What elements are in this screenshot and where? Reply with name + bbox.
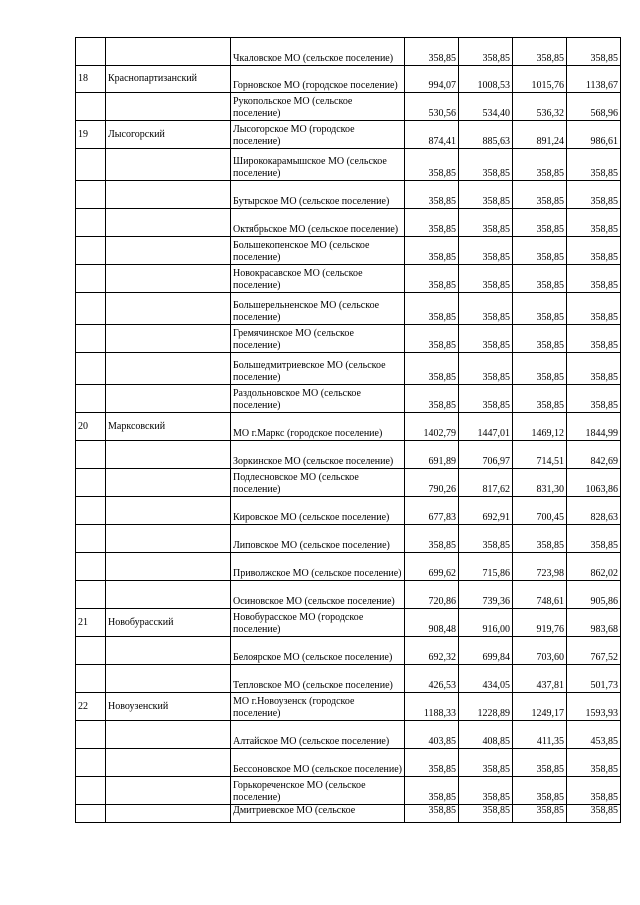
value-cell: 1593,93 xyxy=(567,693,621,721)
district-name xyxy=(106,325,231,353)
value-cell: 358,85 xyxy=(405,385,459,413)
value-cell: 568,96 xyxy=(567,93,621,121)
value-cell: 408,85 xyxy=(459,721,513,749)
value-cell: 358,85 xyxy=(459,325,513,353)
row-number xyxy=(76,553,106,581)
value-cell: 358,85 xyxy=(513,149,567,181)
table-row xyxy=(76,721,621,749)
district-name xyxy=(106,181,231,209)
municipality-name: Чкаловское МО (сельское поселение) xyxy=(231,38,405,66)
district-name xyxy=(106,38,231,66)
row-number: 21 xyxy=(76,609,106,637)
row-number xyxy=(76,665,106,693)
district-name xyxy=(106,209,231,237)
row-number xyxy=(76,637,106,665)
value-cell: 986,61 xyxy=(567,121,621,149)
municipality-name: Зоркинское МО (сельское поселение) xyxy=(231,441,405,469)
value-cell: 358,85 xyxy=(459,353,513,385)
value-cell: 358,85 xyxy=(567,293,621,325)
value-cell: 358,85 xyxy=(513,209,567,237)
value-cell: 358,85 xyxy=(567,525,621,553)
table-row xyxy=(76,385,621,413)
value-cell: 358,85 xyxy=(513,181,567,209)
value-cell: 358,85 xyxy=(405,325,459,353)
row-number xyxy=(76,777,106,805)
table-row xyxy=(76,525,621,553)
value-cell: 358,85 xyxy=(513,749,567,777)
value-cell: 358,85 xyxy=(459,38,513,66)
value-cell: 767,52 xyxy=(567,637,621,665)
row-number xyxy=(76,325,106,353)
row-number xyxy=(76,525,106,553)
value-cell: 891,24 xyxy=(513,121,567,149)
value-cell: 828,63 xyxy=(567,497,621,525)
value-cell: 1138,67 xyxy=(567,66,621,93)
value-cell: 1844,99 xyxy=(567,413,621,441)
value-cell: 358,85 xyxy=(567,749,621,777)
table-row xyxy=(76,553,621,581)
district-name xyxy=(106,749,231,777)
value-cell: 358,85 xyxy=(405,237,459,265)
value-cell: 817,62 xyxy=(459,469,513,497)
municipality-name: Октябрьское МО (сельское поселение) xyxy=(231,209,405,237)
municipality-name: Горновское МО (городское поселение) xyxy=(231,66,405,93)
row-number xyxy=(76,265,106,293)
value-cell: 723,98 xyxy=(513,553,567,581)
value-cell: 358,85 xyxy=(459,149,513,181)
district-name xyxy=(106,497,231,525)
value-cell: 919,76 xyxy=(513,609,567,637)
value-cell: 358,85 xyxy=(405,353,459,385)
value-cell: 358,85 xyxy=(405,805,459,823)
district-name xyxy=(106,353,231,385)
value-cell: 437,81 xyxy=(513,665,567,693)
municipality-name: Горькореченское МО (сельское поселение) xyxy=(231,777,405,805)
table-row xyxy=(76,38,621,66)
row-number: 20 xyxy=(76,413,106,441)
row-number xyxy=(76,149,106,181)
district-name xyxy=(106,525,231,553)
value-cell: 831,30 xyxy=(513,469,567,497)
district-name xyxy=(106,777,231,805)
value-cell: 358,85 xyxy=(459,525,513,553)
value-cell: 358,85 xyxy=(405,149,459,181)
district-name xyxy=(106,469,231,497)
value-cell: 1188,33 xyxy=(405,693,459,721)
municipality-name: Алтайское МО (сельское поселение) xyxy=(231,721,405,749)
municipality-name: Гремячинское МО (сельское поселение) xyxy=(231,325,405,353)
value-cell: 358,85 xyxy=(513,293,567,325)
table-row xyxy=(76,237,621,265)
value-cell: 434,05 xyxy=(459,665,513,693)
table-row xyxy=(76,609,621,637)
value-cell: 358,85 xyxy=(513,325,567,353)
value-cell: 715,86 xyxy=(459,553,513,581)
value-cell: 699,62 xyxy=(405,553,459,581)
row-number xyxy=(76,385,106,413)
row-number xyxy=(76,181,106,209)
value-cell: 358,85 xyxy=(513,805,567,823)
value-cell: 358,85 xyxy=(459,385,513,413)
table-body xyxy=(76,38,621,823)
district-name xyxy=(106,581,231,609)
municipality-name: Большерельненское МО (сельское поселение) xyxy=(231,293,405,325)
value-cell: 916,00 xyxy=(459,609,513,637)
district-name xyxy=(106,149,231,181)
municipality-name: Большедмитриевское МО (сельское поселение) xyxy=(231,353,405,385)
value-cell: 358,85 xyxy=(513,385,567,413)
value-cell: 358,85 xyxy=(567,353,621,385)
value-cell: 862,02 xyxy=(567,553,621,581)
row-number xyxy=(76,581,106,609)
municipality-name: Лысогорское МО (городское поселение) xyxy=(231,121,405,149)
municipality-name: Дмитриевское МО (сельское xyxy=(231,805,405,823)
value-cell: 358,85 xyxy=(567,181,621,209)
municipality-name: Новокрасавское МО (сельское поселение) xyxy=(231,265,405,293)
municipality-name: Тепловское МО (сельское поселение) xyxy=(231,665,405,693)
value-cell: 908,48 xyxy=(405,609,459,637)
district-name xyxy=(106,665,231,693)
municipality-name: Большекопенское МО (сельское поселение) xyxy=(231,237,405,265)
municipality-name: Кировское МО (сельское поселение) xyxy=(231,497,405,525)
value-cell: 358,85 xyxy=(567,325,621,353)
municipality-name: МО г.Новоузенск (городское поселение) xyxy=(231,693,405,721)
value-cell: 842,69 xyxy=(567,441,621,469)
value-cell: 700,45 xyxy=(513,497,567,525)
district-name: Краснопартизанский xyxy=(106,66,231,93)
value-cell: 790,26 xyxy=(405,469,459,497)
table-row xyxy=(76,805,621,823)
value-cell: 1447,01 xyxy=(459,413,513,441)
row-number xyxy=(76,805,106,823)
value-cell: 706,97 xyxy=(459,441,513,469)
district-name: Лысогорский xyxy=(106,121,231,149)
value-cell: 692,91 xyxy=(459,497,513,525)
value-cell: 358,85 xyxy=(459,265,513,293)
value-cell: 358,85 xyxy=(459,777,513,805)
value-cell: 358,85 xyxy=(567,777,621,805)
value-cell: 358,85 xyxy=(405,181,459,209)
municipality-name: Приволжское МО (сельское поселение) xyxy=(231,553,405,581)
row-number xyxy=(76,469,106,497)
district-name: Новоузенский xyxy=(106,693,231,721)
table-row xyxy=(76,497,621,525)
row-number xyxy=(76,293,106,325)
municipality-name: Подлесновское МО (сельское поселение) xyxy=(231,469,405,497)
value-cell: 358,85 xyxy=(459,209,513,237)
value-cell: 358,85 xyxy=(567,805,621,823)
value-cell: 1015,76 xyxy=(513,66,567,93)
value-cell: 403,85 xyxy=(405,721,459,749)
table-row xyxy=(76,265,621,293)
municipality-name: Белоярское МО (сельское поселение) xyxy=(231,637,405,665)
table-row xyxy=(76,149,621,181)
district-name xyxy=(106,721,231,749)
municipality-name: МО г.Маркс (городское поселение) xyxy=(231,413,405,441)
value-cell: 714,51 xyxy=(513,441,567,469)
value-cell: 691,89 xyxy=(405,441,459,469)
table-row xyxy=(76,66,621,93)
value-cell: 358,85 xyxy=(405,38,459,66)
row-number xyxy=(76,93,106,121)
value-cell: 358,85 xyxy=(513,353,567,385)
value-cell: 358,85 xyxy=(567,209,621,237)
value-cell: 358,85 xyxy=(405,265,459,293)
table-row xyxy=(76,441,621,469)
table-row xyxy=(76,181,621,209)
value-cell: 748,61 xyxy=(513,581,567,609)
value-cell: 358,85 xyxy=(459,805,513,823)
value-cell: 358,85 xyxy=(513,237,567,265)
district-name xyxy=(106,93,231,121)
municipality-name: Раздольновское МО (сельское поселение) xyxy=(231,385,405,413)
value-cell: 358,85 xyxy=(405,209,459,237)
district-name xyxy=(106,293,231,325)
value-cell: 358,85 xyxy=(405,749,459,777)
value-cell: 358,85 xyxy=(567,149,621,181)
table-row xyxy=(76,121,621,149)
district-name: Новобурасский xyxy=(106,609,231,637)
value-cell: 534,40 xyxy=(459,93,513,121)
table-row xyxy=(76,665,621,693)
value-cell: 358,85 xyxy=(513,38,567,66)
row-number xyxy=(76,721,106,749)
value-cell: 1063,86 xyxy=(567,469,621,497)
district-name xyxy=(106,805,231,823)
value-cell: 358,85 xyxy=(567,265,621,293)
value-cell: 699,84 xyxy=(459,637,513,665)
value-cell: 358,85 xyxy=(459,181,513,209)
tariff-table xyxy=(75,37,621,823)
table-row xyxy=(76,637,621,665)
table-row xyxy=(76,325,621,353)
value-cell: 885,63 xyxy=(459,121,513,149)
value-cell: 411,35 xyxy=(513,721,567,749)
district-name: Марксовский xyxy=(106,413,231,441)
value-cell: 358,85 xyxy=(405,525,459,553)
table-row xyxy=(76,581,621,609)
value-cell: 905,86 xyxy=(567,581,621,609)
table-row xyxy=(76,293,621,325)
table-row xyxy=(76,209,621,237)
district-name xyxy=(106,265,231,293)
value-cell: 358,85 xyxy=(405,293,459,325)
value-cell: 358,85 xyxy=(567,237,621,265)
table-row xyxy=(76,469,621,497)
district-name xyxy=(106,553,231,581)
value-cell: 983,68 xyxy=(567,609,621,637)
value-cell: 1228,89 xyxy=(459,693,513,721)
row-number: 19 xyxy=(76,121,106,149)
row-number xyxy=(76,749,106,777)
value-cell: 358,85 xyxy=(513,777,567,805)
row-number xyxy=(76,441,106,469)
municipality-name: Бутырское МО (сельское поселение) xyxy=(231,181,405,209)
district-name xyxy=(106,237,231,265)
municipality-name: Липовское МО (сельское поселение) xyxy=(231,525,405,553)
value-cell: 358,85 xyxy=(459,237,513,265)
value-cell: 501,73 xyxy=(567,665,621,693)
table-row xyxy=(76,93,621,121)
municipality-name: Бессоновское МО (сельское поселение) xyxy=(231,749,405,777)
row-number xyxy=(76,38,106,66)
municipality-name: Новобурасское МО (городское поселение) xyxy=(231,609,405,637)
value-cell: 692,32 xyxy=(405,637,459,665)
table-row xyxy=(76,693,621,721)
value-cell: 1469,12 xyxy=(513,413,567,441)
value-cell: 358,85 xyxy=(405,777,459,805)
value-cell: 358,85 xyxy=(567,38,621,66)
value-cell: 1249,17 xyxy=(513,693,567,721)
value-cell: 874,41 xyxy=(405,121,459,149)
row-number xyxy=(76,209,106,237)
row-number xyxy=(76,497,106,525)
row-number xyxy=(76,237,106,265)
value-cell: 358,85 xyxy=(459,749,513,777)
row-number: 18 xyxy=(76,66,106,93)
value-cell: 358,85 xyxy=(459,293,513,325)
value-cell: 677,83 xyxy=(405,497,459,525)
district-name xyxy=(106,637,231,665)
table-row xyxy=(76,413,621,441)
table-row xyxy=(76,777,621,805)
table-row xyxy=(76,353,621,385)
district-name xyxy=(106,441,231,469)
value-cell: 1402,79 xyxy=(405,413,459,441)
municipality-name: Ширококарамышское МО (сельское поселение) xyxy=(231,149,405,181)
value-cell: 358,85 xyxy=(513,265,567,293)
value-cell: 994,07 xyxy=(405,66,459,93)
value-cell: 720,86 xyxy=(405,581,459,609)
value-cell: 453,85 xyxy=(567,721,621,749)
row-number xyxy=(76,353,106,385)
value-cell: 530,56 xyxy=(405,93,459,121)
table-row xyxy=(76,749,621,777)
municipality-name: Рукопольское МО (сельское поселение) xyxy=(231,93,405,121)
value-cell: 426,53 xyxy=(405,665,459,693)
value-cell: 1008,53 xyxy=(459,66,513,93)
value-cell: 358,85 xyxy=(567,385,621,413)
value-cell: 703,60 xyxy=(513,637,567,665)
value-cell: 358,85 xyxy=(513,525,567,553)
municipality-name: Осиновское МО (сельское поселение) xyxy=(231,581,405,609)
value-cell: 536,32 xyxy=(513,93,567,121)
row-number: 22 xyxy=(76,693,106,721)
value-cell: 739,36 xyxy=(459,581,513,609)
district-name xyxy=(106,385,231,413)
